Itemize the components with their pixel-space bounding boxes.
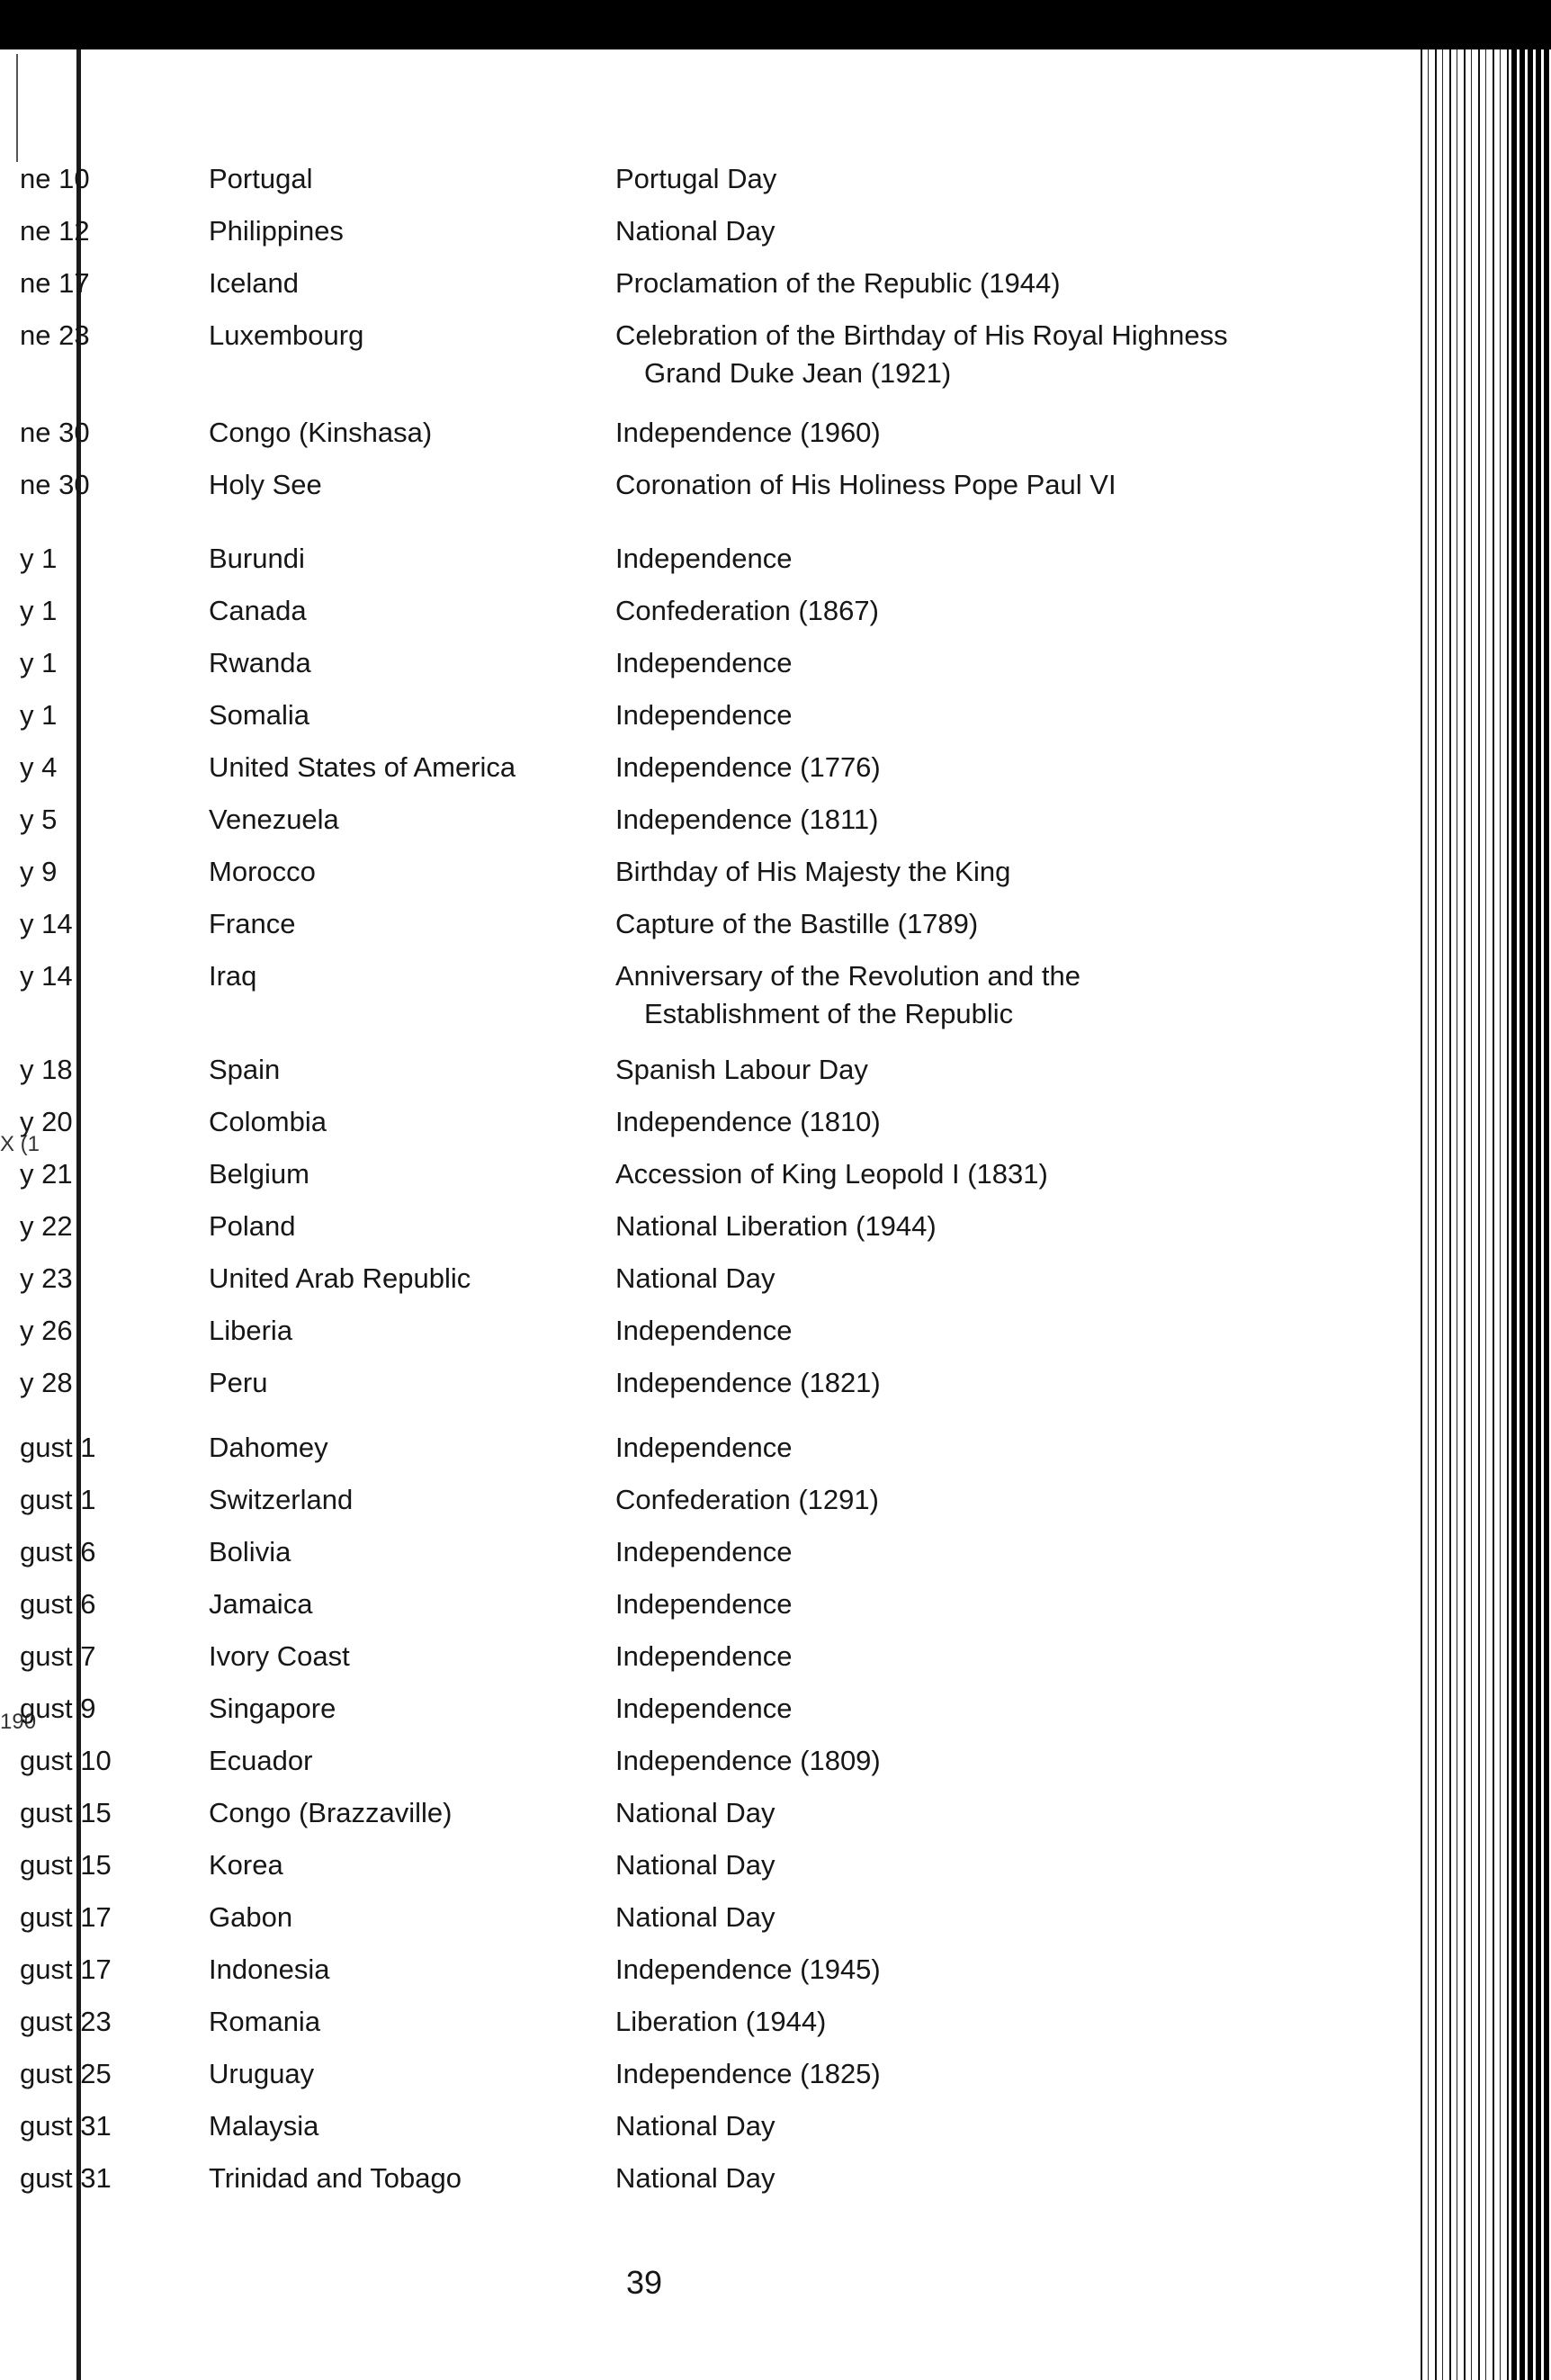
table-row [0,1155,1403,1208]
table-row [0,1951,1403,2003]
table-row [0,317,1403,389]
event-cell [615,317,1228,392]
scan-top-border [0,0,1551,49]
country-cell: Congo (Brazzaville) [209,1797,453,1828]
event-cell [615,1260,775,1298]
event-cell [615,265,1061,302]
event-line: Independence (1809) [615,1745,881,1776]
date-cell: y 1 [20,595,58,626]
date-cell: ne 23 [20,319,90,351]
event-cell [615,2107,775,2145]
event-cell [615,1051,868,1089]
event-line: Coronation of His Holiness Pope Paul VI [615,469,1116,500]
event-cell [615,592,879,630]
table-row [0,1429,1403,1481]
date-cell: gust 17 [20,1953,112,1985]
event-cell [615,212,775,250]
table-row [0,1742,1403,1794]
date-cell: gust 1 [20,1432,96,1463]
table-row [0,1690,1403,1742]
table-row [0,160,1403,212]
date-cell: gust 23 [20,2006,112,2037]
table-row [0,592,1403,644]
event-line: Spanish Labour Day [615,1054,868,1085]
country-cell: United Arab Republic [209,1262,471,1294]
country-cell: Jamaica [209,1588,313,1620]
event-line: Independence [615,1640,793,1672]
event-line: National Day [615,2110,776,2142]
event-cell [615,1794,775,1832]
event-cell [615,1533,793,1571]
event-line: National Day [615,1797,776,1828]
country-cell: Gabon [209,1901,293,1933]
table-row [0,957,1403,1029]
event-line: Capture of the Bastille (1789) [615,908,979,939]
event-cell [615,1899,775,1936]
date-cell: y 5 [20,804,58,835]
event-cell [615,749,881,786]
country-cell: Malaysia [209,2110,319,2142]
event-cell [615,853,1010,891]
event-line: Independence [615,1693,793,1724]
date-cell: y 26 [20,1315,73,1346]
date-cell: gust 1 [20,1484,96,1515]
event-cell [615,1429,793,1467]
event-cell [615,1742,881,1780]
event-cell [615,466,1116,504]
event-line: National Day [615,2162,776,2194]
country-cell: Switzerland [209,1484,354,1515]
event-line: Independence (1811) [615,804,879,835]
table-row [0,1481,1403,1533]
event-cell [615,540,793,578]
country-cell: Indonesia [209,1953,330,1985]
event-cell [615,1638,793,1675]
event-line: Independence [615,543,793,574]
country-cell: Colombia [209,1106,327,1137]
event-cell [615,1103,881,1141]
event-cell [615,801,878,839]
event-line: Independence (1821) [615,1367,881,1398]
country-cell: Liberia [209,1315,293,1346]
event-cell [615,1208,937,1245]
event-line: Independence (1945) [615,1953,881,1985]
date-cell: y 21 [20,1158,73,1190]
date-cell: gust 6 [20,1536,96,1567]
country-cell: Ecuador [209,1745,313,1776]
table-row [0,2055,1403,2107]
event-line: National Liberation (1944) [615,1210,937,1242]
event-cell [615,2003,826,2041]
event-line: Confederation (1867) [615,595,879,626]
event-line: Independence [615,647,793,678]
event-cell [615,1481,879,1519]
event-line: Independence [615,1432,793,1463]
date-cell: y 14 [20,908,73,939]
date-cell: ne 30 [20,417,90,448]
table-row [0,696,1403,749]
margin-note: 190 [0,1710,37,1734]
table-row [0,749,1403,801]
event-cell [615,957,1080,1033]
date-cell: gust 9 [20,1693,96,1724]
country-cell: Spain [209,1054,281,1085]
event-line: Celebration of the Birthday of His Royal Highness [615,319,1228,351]
date-cell: gust 7 [20,1640,96,1672]
event-line: Liberation (1944) [615,2006,827,2037]
country-cell: Philippines [209,215,344,247]
table-row [0,1260,1403,1312]
event-line: Independence [615,699,793,731]
table-row [0,1208,1403,1260]
event-cell [615,2160,775,2197]
country-cell: United States of America [209,751,516,783]
date-cell: gust 25 [20,2058,112,2089]
country-cell: Romania [209,2006,321,2037]
event-cell [615,1364,881,1402]
table-row [0,540,1403,592]
page-number: 39 [626,2264,663,2301]
date-cell: y 14 [20,960,73,992]
country-cell: France [209,908,296,939]
table-row [0,466,1403,518]
event-cell [615,1585,793,1623]
date-cell: y 28 [20,1367,73,1398]
date-cell: gust 15 [20,1849,112,1881]
country-cell: Canada [209,595,307,626]
country-cell: Singapore [209,1693,336,1724]
country-cell: Iceland [209,267,299,299]
table-row [0,2003,1403,2055]
date-cell: y 23 [20,1262,73,1294]
date-cell: ne 10 [20,163,90,194]
table-row [0,1364,1403,1416]
event-line: National Day [615,1262,776,1294]
table-row [0,1638,1403,1690]
table-row [0,1899,1403,1951]
country-cell: Rwanda [209,647,311,678]
table-row [0,2107,1403,2160]
table-row [0,414,1403,466]
table-row [0,644,1403,696]
date-cell: gust 6 [20,1588,96,1620]
date-cell: gust 15 [20,1797,112,1828]
country-cell: Holy See [209,469,322,500]
event-line: Portugal Day [615,163,777,194]
event-cell [615,414,881,452]
table-row [0,853,1403,905]
table-row [0,1312,1403,1364]
date-cell: ne 17 [20,267,90,299]
table-row [0,1051,1403,1103]
event-line: National Day [615,215,776,247]
country-cell: Ivory Coast [209,1640,350,1672]
country-cell: Somalia [209,699,309,731]
date-cell: y 22 [20,1210,73,1242]
country-cell: Burundi [209,543,305,574]
event-line: Independence (1825) [615,2058,881,2089]
date-cell: gust 17 [20,1901,112,1933]
event-cell [615,696,793,734]
date-cell: y 1 [20,699,58,731]
event-cell [615,160,776,198]
table-row [0,801,1403,853]
event-line: Independence [615,1588,793,1620]
event-line: Accession of King Leopold I (1831) [615,1158,1048,1190]
country-cell: Uruguay [209,2058,315,2089]
event-cell [615,1312,793,1350]
event-line-continued: Establishment of the Republic [644,998,1014,1029]
event-line: National Day [615,1901,776,1933]
date-cell: gust 31 [20,2162,112,2194]
country-cell: Iraq [209,960,257,992]
event-line: Independence (1960) [615,417,881,448]
event-cell [615,1690,793,1728]
country-cell: Portugal [209,163,313,194]
country-cell: Trinidad and Tobago [209,2162,462,2194]
table-row [0,905,1403,957]
event-line: Independence [615,1536,793,1567]
event-line: Anniversary of the Revolution and the [615,960,1080,992]
date-cell: y 4 [20,751,58,783]
country-cell: Bolivia [209,1536,291,1567]
table-row [0,1533,1403,1585]
date-cell: ne 30 [20,469,90,500]
table-row [0,1103,1403,1155]
gutter-mark [16,54,18,162]
country-cell: Belgium [209,1158,309,1190]
country-cell: Korea [209,1849,283,1881]
event-line-continued: Grand Duke Jean (1921) [644,357,952,389]
date-cell: y 20 [20,1106,73,1137]
table-row [0,212,1403,265]
event-line: Independence (1810) [615,1106,881,1137]
event-cell [615,2055,881,2093]
page-edges-shade [1511,49,1551,2380]
country-cell: Dahomey [209,1432,328,1463]
country-cell: Congo (Kinshasa) [209,417,433,448]
event-line: Proclamation of the Republic (1944) [615,267,1061,299]
date-cell: gust 31 [20,2110,112,2142]
event-cell [615,1155,1048,1193]
event-line: Birthday of His Majesty the King [615,856,1011,887]
margin-note: X (1 [0,1132,40,1156]
date-cell: y 9 [20,856,58,887]
event-cell [615,644,793,682]
event-line: Independence (1776) [615,751,881,783]
table-row [0,265,1403,317]
table-row [0,1585,1403,1638]
country-cell: Luxembourg [209,319,364,351]
event-line: Independence [615,1315,793,1346]
country-cell: Peru [209,1367,268,1398]
date-cell: y 18 [20,1054,73,1085]
event-line: Confederation (1291) [615,1484,879,1515]
table-row [0,1846,1403,1899]
country-cell: Morocco [209,856,316,887]
date-cell: gust 10 [20,1745,112,1776]
event-cell [615,905,978,943]
country-cell: Venezuela [209,804,339,835]
date-cell: y 1 [20,647,58,678]
event-line: National Day [615,1849,776,1881]
table-row [0,1794,1403,1846]
date-cell: y 1 [20,543,58,574]
event-cell [615,1846,775,1884]
table-row [0,2160,1403,2212]
date-cell: ne 12 [20,215,90,247]
event-cell [615,1951,881,1989]
country-cell: Poland [209,1210,296,1242]
